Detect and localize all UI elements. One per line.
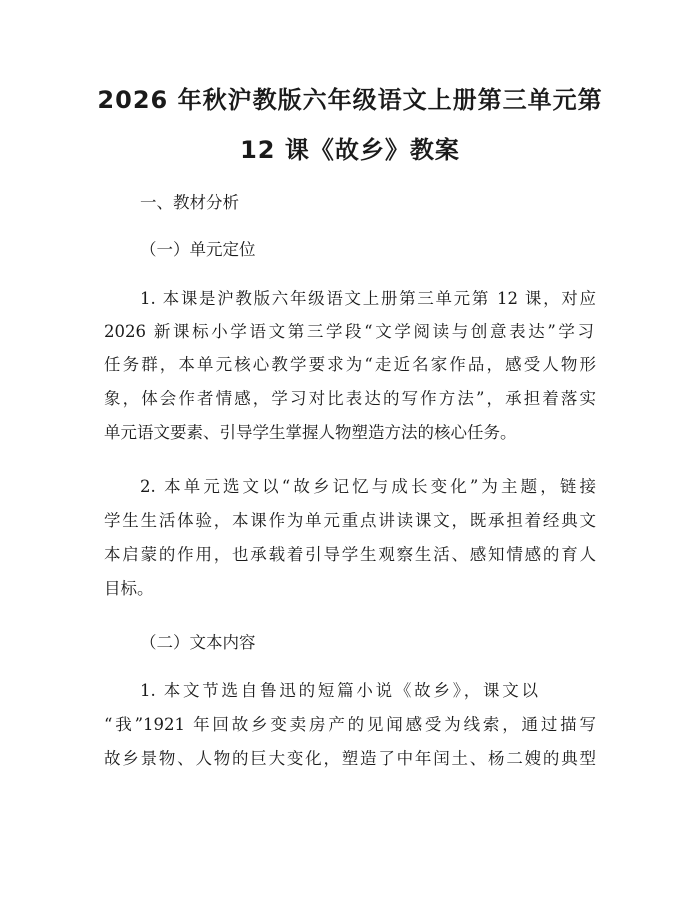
paragraph-3-line-1: 1. 本文节选自鲁迅的短篇小说《故乡》，课文以 bbox=[140, 681, 538, 700]
paragraph-1-line-4: 象，体会作者情感，学习对比表达的写作方法”，承担着落实 bbox=[104, 389, 596, 408]
paragraph-2-line-1: 2. 本单元选文以“故乡记忆与成长变化”为主题，链接 bbox=[140, 477, 596, 496]
subsection-heading-unit-position: （一）单元定位 bbox=[140, 240, 256, 259]
paragraph-3-line-2: “我”1921 年回故乡变卖房产的见闻感受为线索，通过描写 bbox=[104, 715, 596, 734]
section-heading-1: 一、教材分析 bbox=[140, 193, 239, 212]
subsection-heading-text-content: （二）文本内容 bbox=[140, 633, 256, 652]
paragraph-1-line-3: 任务群，本单元核心教学要求为“走近名家作品，感受人物形 bbox=[104, 355, 596, 374]
paragraph-1-line-1: 1. 本课是沪教版六年级语文上册第三单元第 12 课，对应 bbox=[140, 289, 596, 308]
paragraph-3-line-3: 故乡景物、人物的巨大变化，塑造了中年闰土、杨二嫂的典型 bbox=[104, 749, 596, 768]
document-title-line-1: 2026 年秋沪教版六年级语文上册第三单元第 bbox=[97, 86, 603, 114]
paragraph-2-line-4: 目标。 bbox=[104, 579, 154, 598]
paragraph-2-line-2: 学生生活体验，本课作为单元重点讲读课文，既承担着经典文 bbox=[104, 511, 596, 530]
document-title-line-2: 12 课《故乡》教案 bbox=[240, 136, 460, 164]
paragraph-2-line-3: 本启蒙的作用，也承载着引导学生观察生活、感知情感的育人 bbox=[104, 545, 596, 564]
paragraph-1-line-5: 单元语文要素、引导学生掌握人物塑造方法的核心任务。 bbox=[104, 423, 517, 442]
paragraph-1-line-2: 2026 新课标小学语文第三学段“文学阅读与创意表达”学习 bbox=[104, 322, 594, 341]
